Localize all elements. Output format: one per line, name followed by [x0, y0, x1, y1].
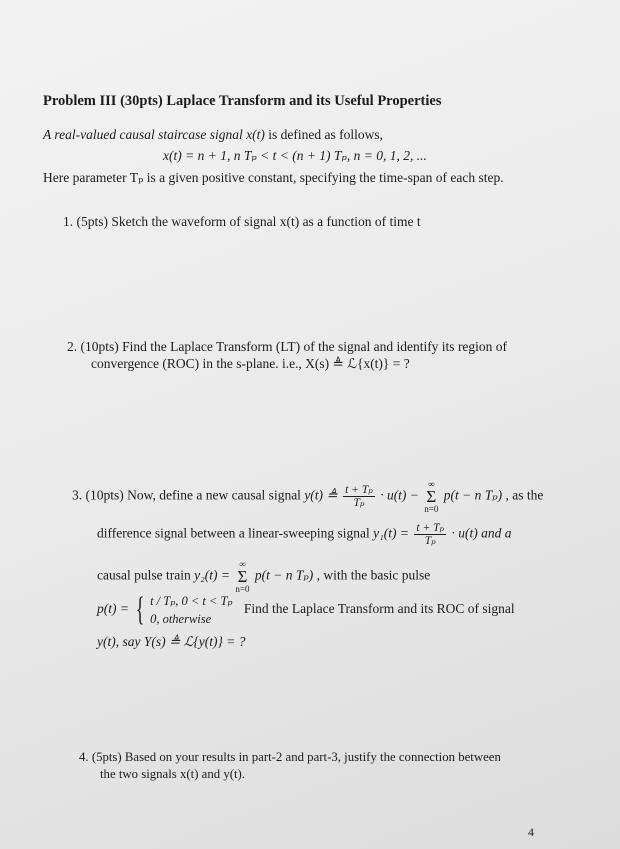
q3-sum-bottom: n=0	[424, 504, 439, 515]
q3-sum-top: ∞	[428, 479, 435, 489]
q3-summation-2	[235, 560, 249, 593]
q3-as-the: , as the	[505, 487, 544, 503]
q3-intro: (10pts) Now, define a new causal signal	[85, 487, 301, 503]
q3-fraction-2-denominator: Tₚ	[424, 535, 436, 548]
page-number: 4	[528, 825, 534, 839]
q1-text: (5pts) Sketch the waveform of signal x(t) as a function of time t	[76, 214, 421, 229]
q3-number: 3.	[72, 487, 83, 503]
q2-line1: (10pts) Find the Laplace Transform (LT) of the signal and identify its region of	[80, 339, 508, 354]
left-brace-icon: {	[136, 591, 146, 629]
q3-find-text: Find the Laplace Transform and its ROC of signal	[243, 601, 515, 617]
q3-final-line: y(t), say Y(s) ≜ ℒ{y(t)} = ?	[97, 634, 246, 649]
q3-y-lhs: y(t) ≜	[304, 487, 338, 503]
problem-title: Problem III (30pts) Laplace Transform and its Useful Properties	[43, 93, 442, 109]
intro-text: A real-valued causal staircase signal	[43, 127, 243, 142]
q3-y1-tail: · u(t) and a	[451, 525, 512, 541]
intro-line	[43, 127, 383, 143]
q3-fraction-1	[343, 484, 375, 509]
intro-signal: x(t)	[246, 127, 265, 142]
signal-definition: x(t) = n + 1, n Tₚ < t < (n + 1) Tₚ, n = 0, 1, 2, ...	[163, 148, 427, 163]
question-2-line1	[67, 339, 507, 355]
q3-y1-lhs: y₁(t) =	[373, 525, 410, 541]
q3-line3-text: causal pulse train	[97, 567, 191, 583]
question-3-line3	[97, 560, 430, 593]
q3-sum2-bottom: n=0	[235, 584, 250, 595]
summation-icon: Σ	[426, 487, 437, 507]
q3-fraction-2-numerator: t + Tₚ	[416, 522, 445, 534]
q4-line2: the two signals x(t) and y(t).	[100, 767, 246, 781]
intro-tail: is defined as follows,	[268, 127, 383, 142]
q3-sum-term: p(t − n Tₚ)	[443, 487, 503, 503]
q3-case-2: 0, otherwise	[150, 612, 212, 627]
q3-y2-expr: y₂(t) =	[194, 567, 231, 583]
q4-number: 4.	[79, 750, 89, 764]
q1-number: 1.	[63, 214, 74, 229]
q3-fraction-1-numerator: t + Tₚ	[345, 484, 373, 497]
q3-cases	[150, 592, 232, 628]
q2-number: 2.	[67, 339, 78, 354]
q3-fraction-2	[414, 522, 446, 547]
q3-p-lhs: p(t) =	[97, 601, 129, 617]
q3-sum2-top: ∞	[239, 559, 246, 569]
question-4-line1	[79, 750, 501, 765]
question-3-piecewise	[97, 592, 515, 628]
q3-case-1: t / Tₚ, 0 < t < Tₚ	[150, 594, 233, 608]
question-1	[63, 214, 421, 230]
question-3-line2	[97, 522, 512, 547]
q2-line2: convergence (ROC) in the s-plane. i.e., X(s) ≜ ℒ{x(t)} = ?	[91, 356, 410, 371]
question-3-line1	[72, 480, 543, 513]
q3-y2-term: p(t − n Tₚ)	[254, 567, 314, 583]
q4-line1: (5pts) Based on your results in part-2 and part-3, justify the connection between	[91, 750, 501, 764]
q3-line3-tail: , with the basic pulse	[316, 567, 431, 583]
q3-summation	[424, 480, 438, 513]
q3-line2-text: difference signal between a linear-sweeping signal	[97, 525, 370, 541]
q3-mid-1: · u(t) −	[380, 487, 419, 503]
parameter-note: Here parameter Tₚ is a given positive constant, specifying the time-span of each step.	[43, 170, 504, 185]
q3-fraction-1-denominator: Tₚ	[353, 497, 365, 510]
summation-icon: Σ	[237, 567, 248, 587]
